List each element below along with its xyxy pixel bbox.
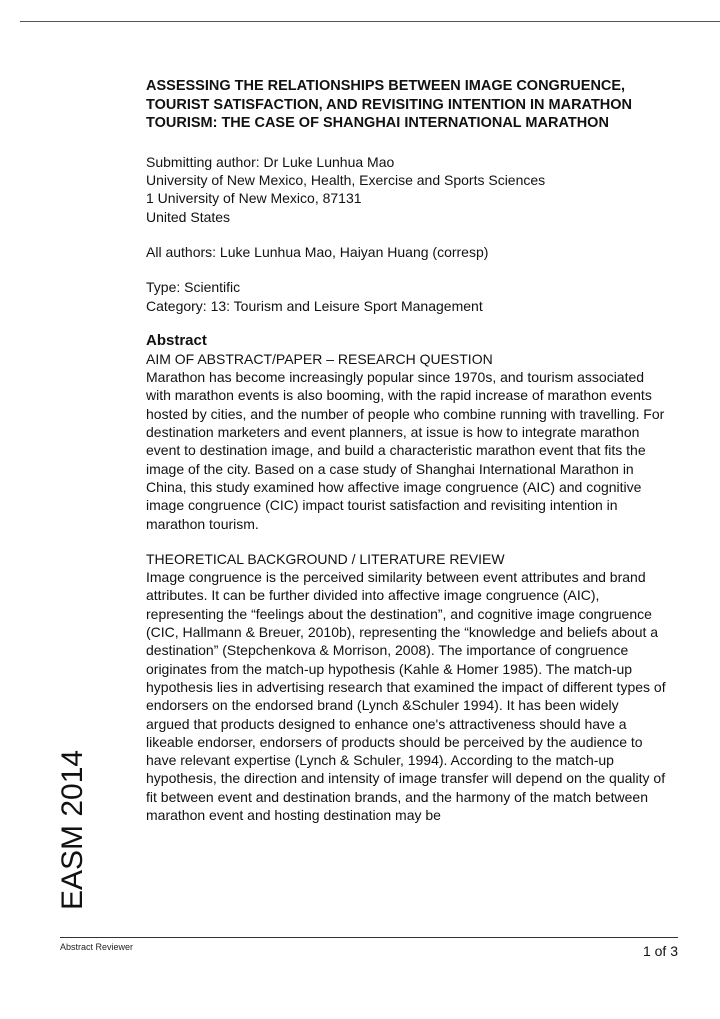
institution: University of New Mexico, Health, Exercise and Sports Sciences: [146, 172, 546, 189]
abstract-heading: Abstract: [146, 331, 207, 349]
conference-side-label: EASM 2014: [56, 749, 89, 910]
page-number: 1 of 3: [642, 943, 678, 959]
all-authors: All authors: Luke Lunhua Mao, Haiyan Huang (corresp): [146, 243, 489, 260]
footer-rule: [60, 937, 678, 938]
submitting-author: Submitting author: Dr Luke Lunhua Mao: [146, 153, 395, 170]
abstract-document: [146, 77, 666, 841]
aim-heading: AIM OF ABSTRACT/PAPER – RESEARCH QUESTION: [146, 350, 493, 367]
theory-heading: THEORETICAL BACKGROUND / LITERATURE REVIEW: [146, 550, 505, 567]
aim-paragraph: Marathon has become increasingly popular since 1970s, and tourism associated with marathon events is also booming, with the rapid increase of marathon events hosted by cities, and the number of people who combine running with travelling. For destination marketers and event planners, at issue is how to integrate marathon event to destination image, and build a characteristic marathon event that fits the image of the city. Based on a case study of Shanghai International Marathon in China, this study examined how affective image congruence (AIC) and cognitive image congruence (CIC) impact tourist satisfaction and revisiting intention in marathon tourism.: [146, 369, 665, 532]
submitting-author-block: [146, 153, 666, 226]
paper-type: Type: Scientific: [146, 279, 241, 296]
paper-category: Category: 13: Tourism and Leisure Sport Management: [146, 297, 483, 314]
type-category-block: [146, 278, 666, 315]
country: United States: [146, 208, 231, 225]
footer-reviewer-label: Abstract Reviewer: [60, 942, 134, 952]
address: 1 University of New Mexico, 87131: [146, 190, 362, 207]
all-authors-block: [146, 243, 666, 261]
top-rule: [20, 21, 720, 22]
theory-paragraph: Image congruence is the perceived similarity between event attributes and brand attributes. It can be further divided into affective image congruence (AIC), representing the “feelings about the destination”, and cognitive image congruence (CIC, Hallmann & Breuer, 2010b), representing the “knowledge and beliefs about a destination” (Stepchenkova & Morrison, 2008). The importance of congruence originates from the match-up hypothesis (Kahle & Homer 1985). The match-up hypothesis lies in advertising research that examined the impact of different types of endorsers on the endorsed brand (Lynch &Schuler 1994). It has been widely argued that products designed to enhance one's attractiveness should have a likeable endorser, endorsers of products should be perceived by the audience to have relevant expertise (Lynch & Schuler, 1994). According to the match-up hypothesis, the direction and intensity of image transfer will depend on the quality of fit between event and destination brands, and the harmony of the match between marathon event and hosting destination may be: [146, 569, 666, 823]
paper-title: ASSESSING THE RELATIONSHIPS BETWEEN IMAGE CONGRUENCE, TOURIST SATISFACTION, AND REVISITING INTENTION IN MARATHON TOURISM: THE CASE OF SHANGHAI INTERNATIONAL MARATHON: [146, 78, 633, 132]
